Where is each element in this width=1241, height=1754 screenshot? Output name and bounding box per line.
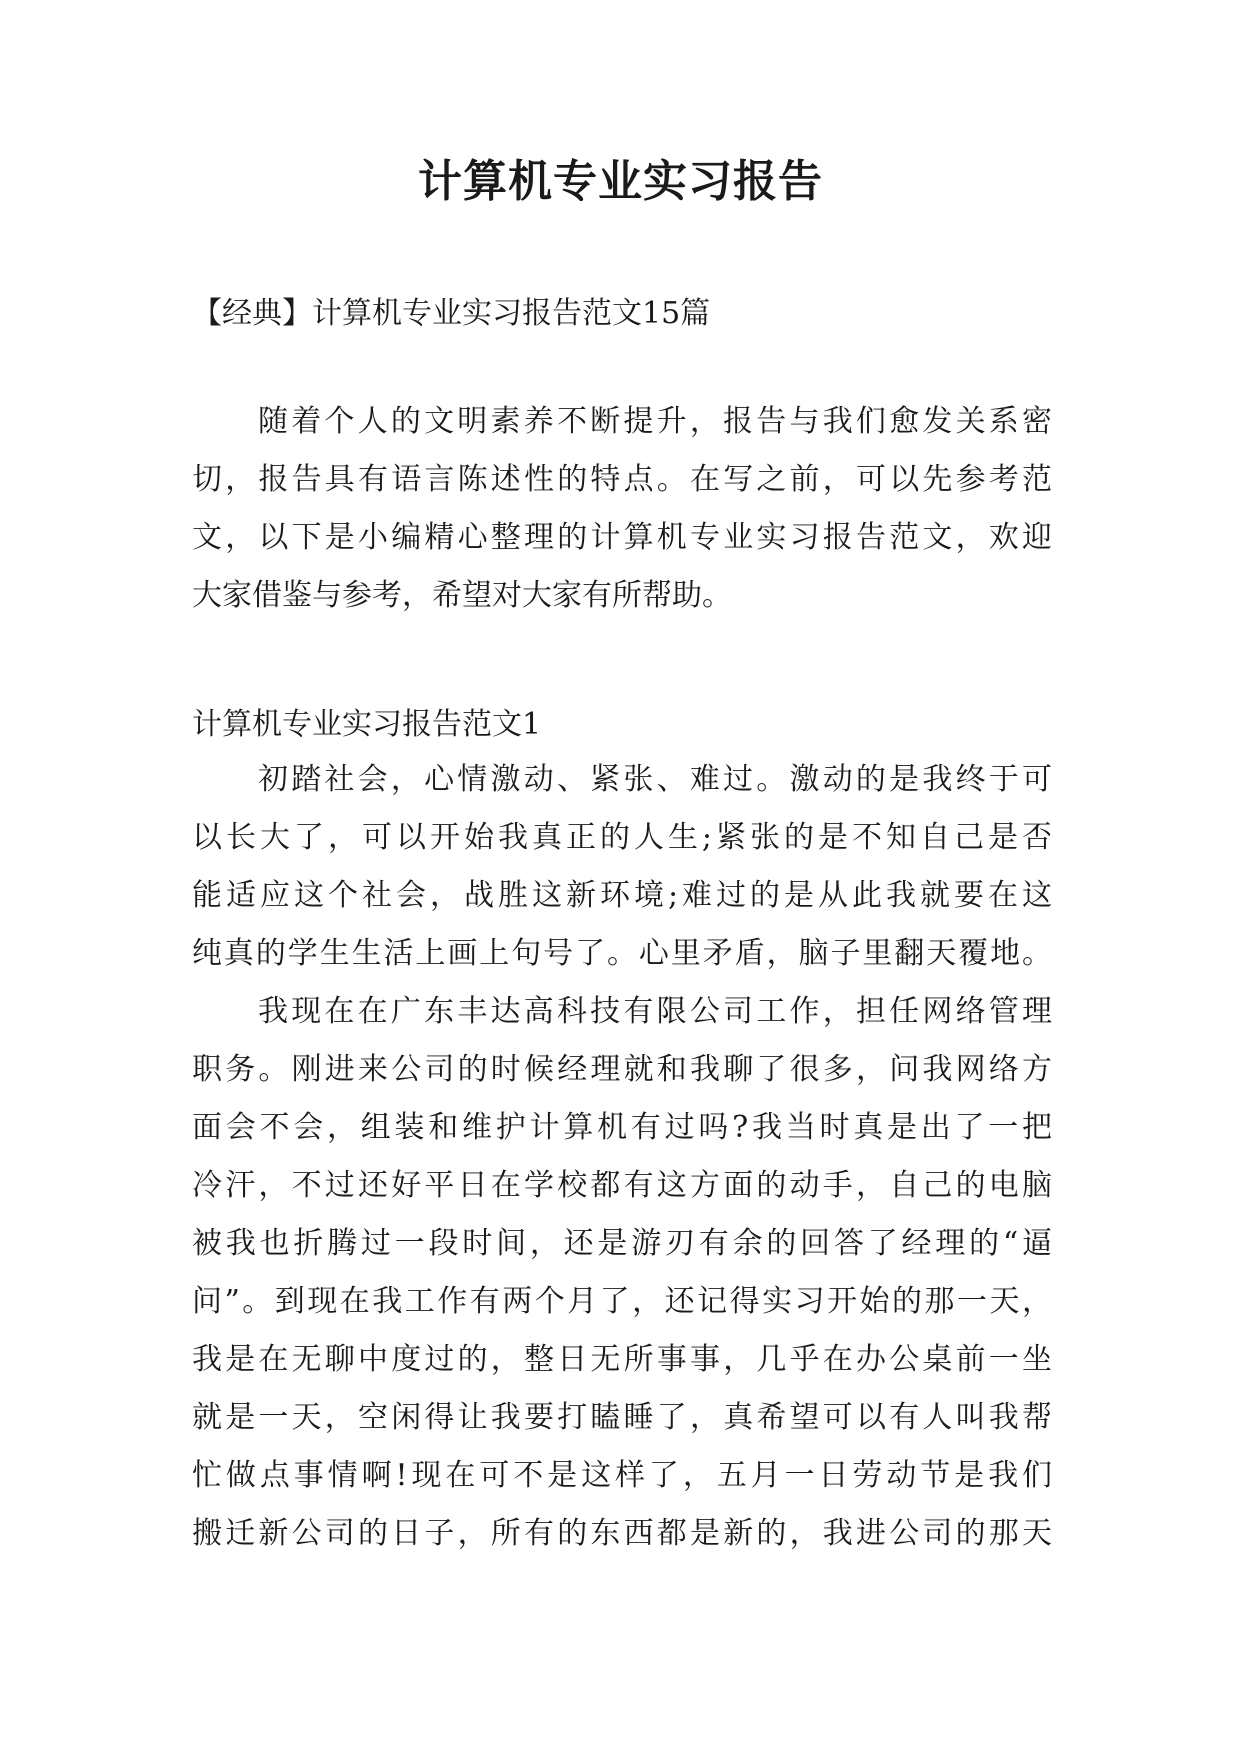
- paragraph-line: 切，报告具有语言陈述性的特点。在写之前，可以先参考范: [192, 462, 1052, 497]
- paragraph-line: 随着个人的文明素养不断提升，报告与我们愈发关系密: [258, 404, 1052, 439]
- paragraph-line: 我是在无聊中度过的，整日无所事事，几乎在办公桌前一坐: [192, 1342, 1052, 1377]
- paragraph-line: 就是一天，空闲得让我要打瞌睡了，真希望可以有人叫我帮: [192, 1400, 1052, 1435]
- paragraph-line: 能适应这个社会，战胜这新环境;难过的是从此我就要在这: [192, 878, 1052, 913]
- paragraph-line: 初踏社会，心情激动、紧张、难过。激动的是我终于可: [258, 762, 1052, 797]
- paragraph-line: 纯真的学生生活上画上句号了。心里矛盾，脑子里翻天覆地。: [192, 936, 1052, 971]
- document-subtitle: 【经典】计算机专业实习报告范文15篇: [192, 296, 711, 331]
- paragraph-line: 被我也折腾过一段时间，还是游刃有余的回答了经理的“逼: [192, 1226, 1052, 1261]
- paragraph-line: 面会不会，组装和维护计算机有过吗?我当时真是出了一把: [192, 1110, 1052, 1145]
- paragraph-line: 大家借鉴与参考，希望对大家有所帮助。: [192, 578, 732, 613]
- paragraph-line: 我现在在广东丰达高科技有限公司工作，担任网络管理: [258, 994, 1052, 1029]
- paragraph-line: 以长大了，可以开始我真正的人生;紧张的是不知自己是否: [192, 820, 1052, 855]
- section-heading: 计算机专业实习报告范文1: [192, 707, 542, 742]
- paragraph-line: 文，以下是小编精心整理的计算机专业实习报告范文，欢迎: [192, 520, 1052, 555]
- paragraph-line: 职务。刚进来公司的时候经理就和我聊了很多，问我网络方: [192, 1052, 1052, 1087]
- paragraph-line: 冷汗，不过还好平日在学校都有这方面的动手，自己的电脑: [192, 1168, 1052, 1203]
- paragraph-line: 问”。到现在我工作有两个月了，还记得实习开始的那一天，: [192, 1284, 1052, 1319]
- paragraph-line: 搬迁新公司的日子，所有的东西都是新的，我进公司的那天: [192, 1516, 1052, 1551]
- document-title: 计算机专业实习报告: [418, 156, 823, 207]
- paragraph-line: 忙做点事情啊!现在可不是这样了，五月一日劳动节是我们: [192, 1458, 1052, 1493]
